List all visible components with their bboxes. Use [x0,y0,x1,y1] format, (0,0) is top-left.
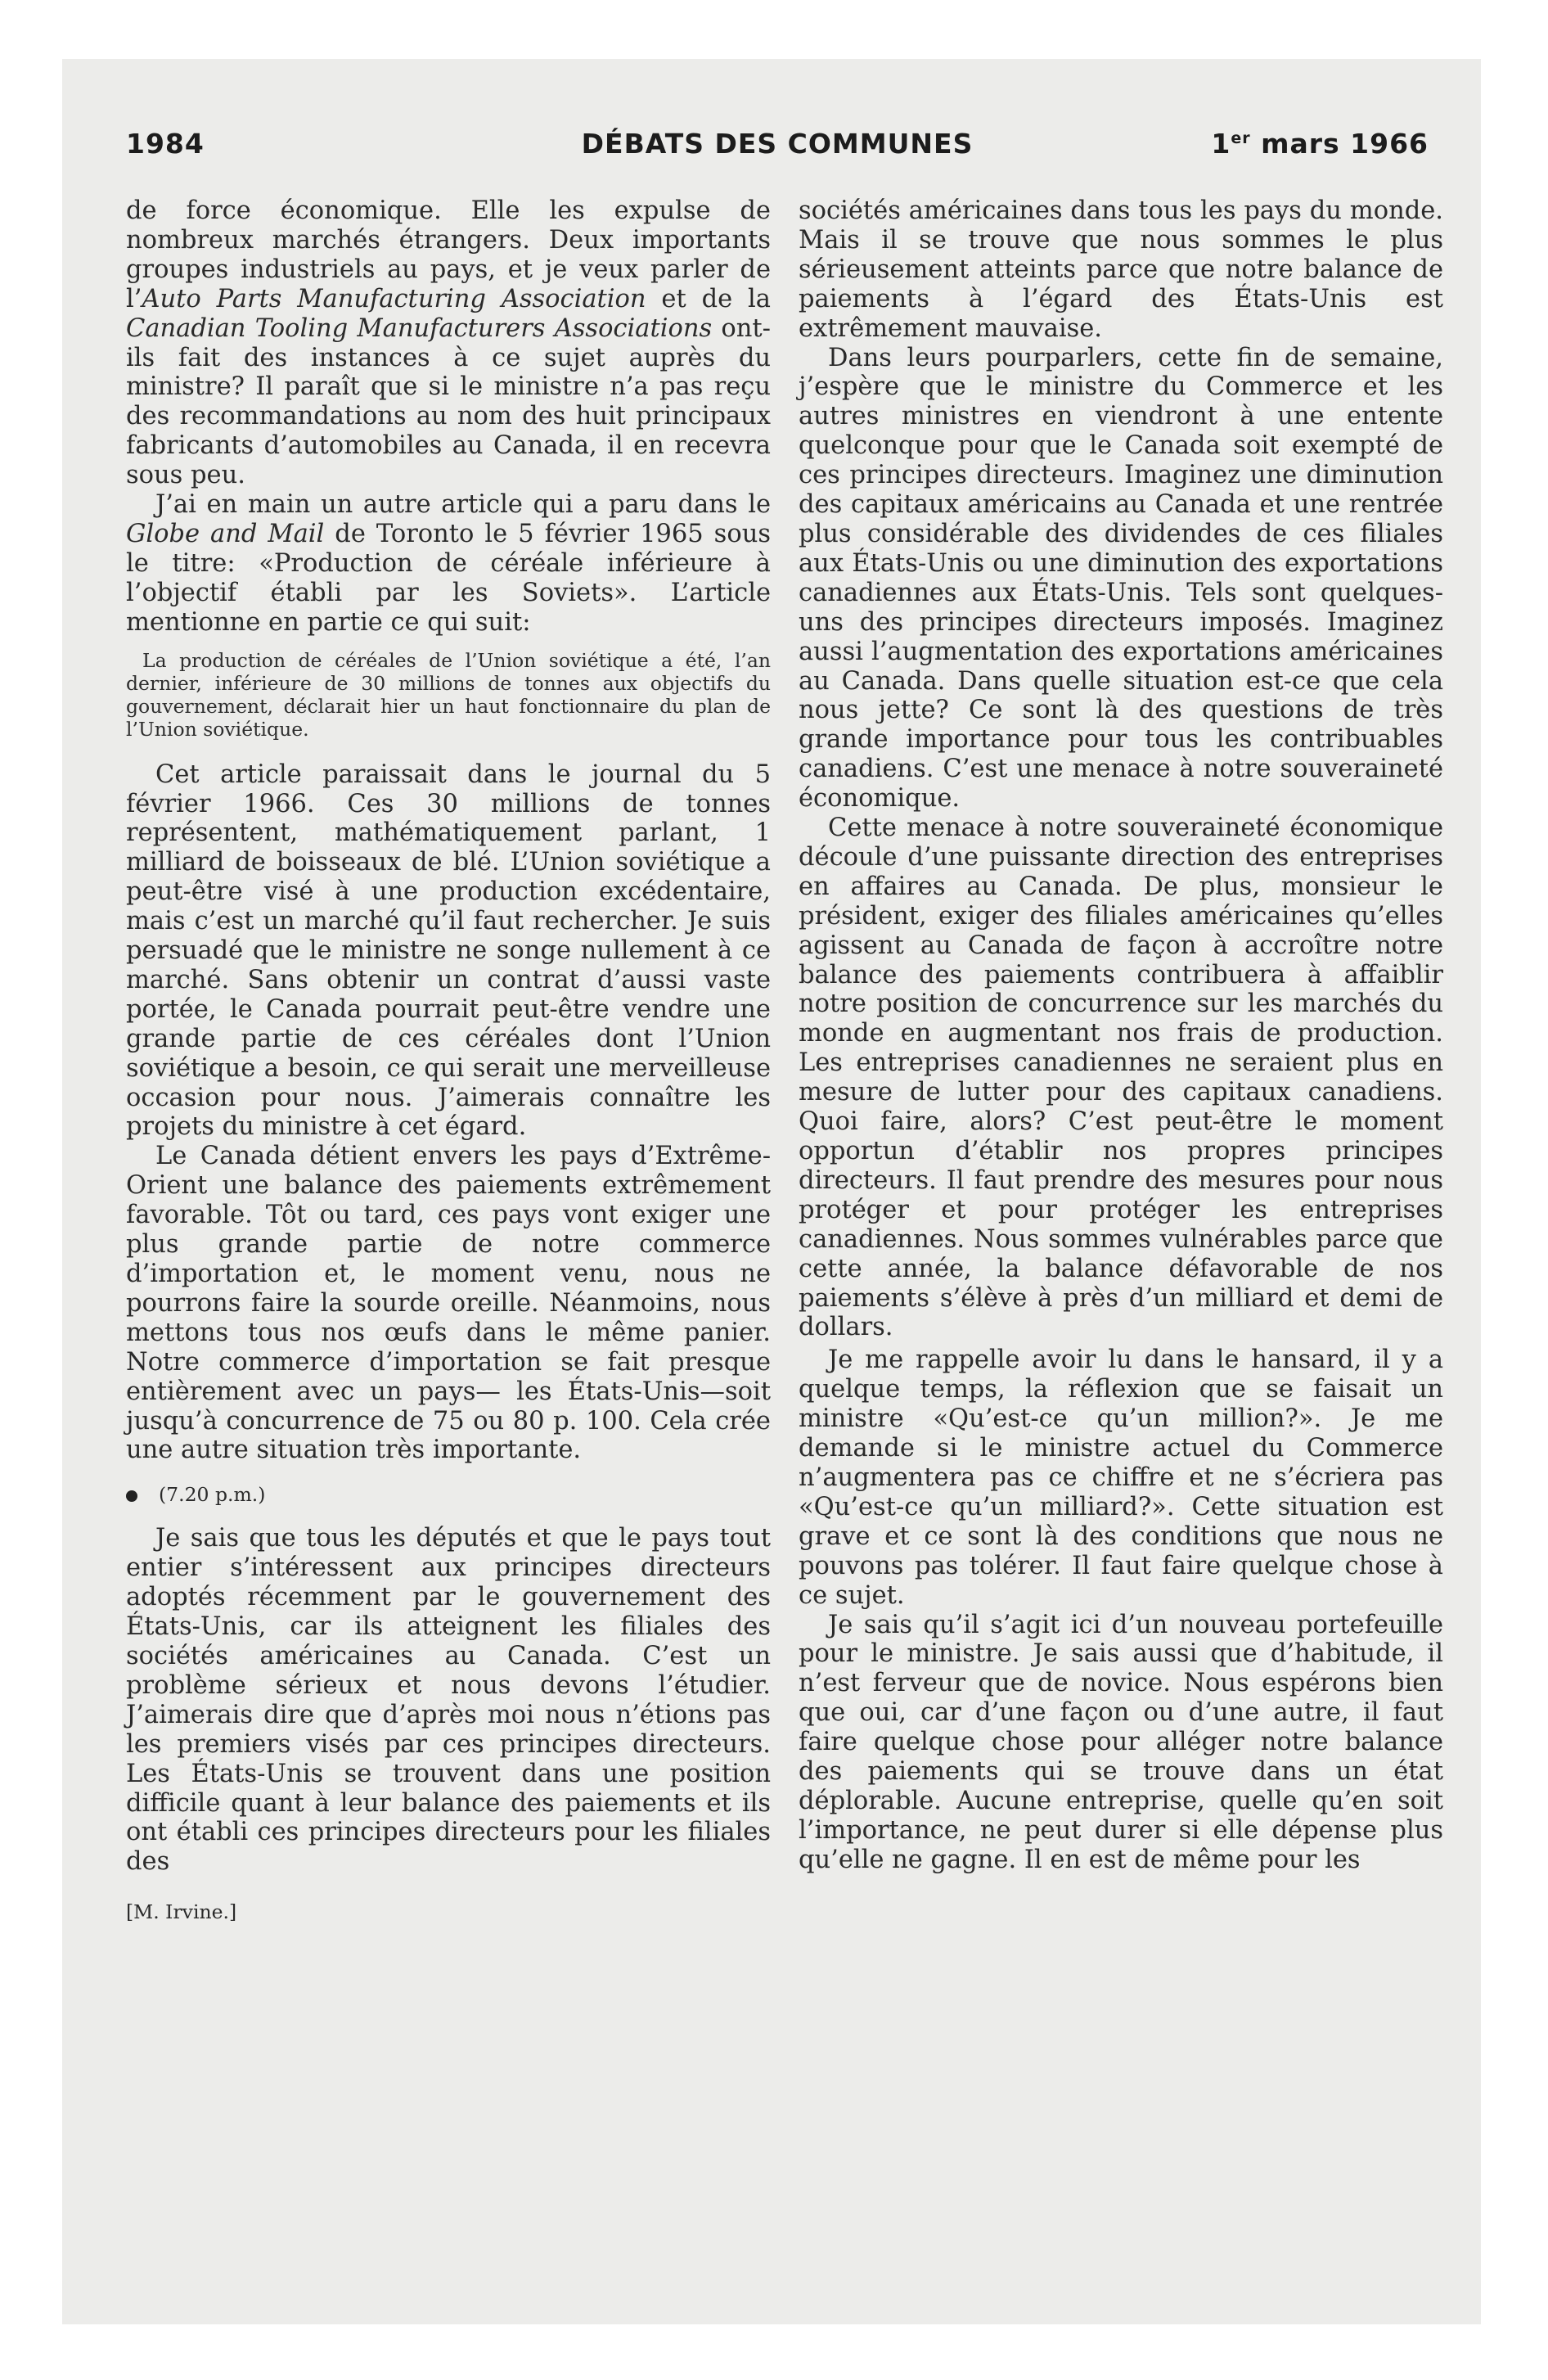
left-column [126,196,771,1927]
paragraph: sociétés américaines dans tous les pays du monde. Mais il se trouve que nous sommes le plus sérieusement atteints parce que notre balance de paiements à l’égard des États-Unis est extrêmement mauvaise. [799,196,1443,343]
paragraph: Cette menace à notre souveraineté économique découle d’une puissante direction des entreprises en affaires au Canada. De plus, monsieur le président, exiger des filiales américaines qu’elles agissent au Canada de façon à accroître notre balance des paiements contribuera à affaiblir notre position de concurrence sur les marchés du monde en augmentant nos frais de production. Les entreprises canadiennes ne seraient plus en mesure de lutter pour des capitaux canadiens. Quoi faire, alors? C’est peut-être le moment opportun d’établir nos propres principes directeurs. Il faut prendre des mesures pour nous protéger et pour protéger les entreprises canadiennes. Nous sommes vulnérables parce que cette année, la balance défavorable de nos paiements s’élève à près d’un milliard et demi de dollars. [799,814,1443,1342]
bullet-icon [126,1490,137,1502]
time-stamp: (7.20 p.m.) [126,1483,771,1506]
paragraph: de force économique. Elle les expulse de nombreux marchés étrangers. Deux importants groupes industriels au pays, et je veux parler de l’Auto Parts Manufacturing Association et de la Canadian Tooling Manufacturers Associations ont-ils fait des instances à ce sujet auprès du ministre? Il paraît que si le ministre n’a pas reçu des recommandations au nom des huit principaux fabricants d’automobiles au Canada, il en recevra sous peu. [126,196,771,490]
paragraph: J’ai en main un autre article qui a paru dans le Globe and Mail de Toronto le 5 février 1965 sous le titre: «Production de céréale inférieure à l’objectif établi par les Soviets». L’article mentionne en partie ce qui suit: [126,490,771,637]
paragraph: Dans leurs pourparlers, cette fin de semaine, j’espère que le ministre du Commerce et les autres ministres en viendront à une entente quelconque pour que le Canada soit exempté de ces principes directeurs. Imaginez une diminution des capitaux américains au Canada et une rentrée plus considérable des dividendes de ces filiales aux États-Unis ou une diminution des exportations canadiennes aux États-Unis. Tels sont quelques-uns des principes directeurs imposés. Imaginez aussi l’augmentation des exportations américaines au Canada. Dans quelle situation est-ce que cela nous jette? Ce sont là des questions de très grande importance pour tous les contribuables canadiens. C’est une menace à notre souveraineté économique. [799,343,1443,814]
page-number: 1984 [126,128,205,160]
publication-title: DÉBATS DES COMMUNES [581,128,974,160]
paragraph: Je me rappelle avoir lu dans le hansard, il y a quelque temps, la réflexion que se faisait un ministre «Qu’est-ce qu’un million?». Je me demande si le ministre actuel du Commerce n’augmentera pas ce chiffre et ne s’écriera pas «Qu’est-ce qu’un milliard?». Cette situation est grave et ce sont là des conditions que nous ne pouvons pas tolérer. Il faut faire quelque chose à ce sujet. [799,1346,1443,1610]
right-column [799,196,1443,1875]
page-date: 1er mars 1966 [1211,128,1429,160]
block-quote: La production de céréales de l’Union soviétique a été, l’an dernier, inférieure de 30 millions de tonnes aux objectifs du gouvernement, déclarait hier un haut fonctionnaire du plan de l’Union soviétique. [126,648,771,741]
paragraph: Je sais que tous les députés et que le pays tout entier s’intéressent aux principes directeurs adoptés récemment par le gouvernement des États-Unis, car ils atteignent les filiales des sociétés américaines au Canada. C’est un problème sérieux et nous devons l’étudier. J’aimerais dire que d’après moi nous n’étions pas les premiers visés par ces principes directeurs. Les États-Unis se trouvent dans une position difficile quant à leur balance des paiements et ils ont établi ces principes directeurs pour les filiales des [126,1524,771,1877]
paragraph: Je sais qu’il s’agit ici d’un nouveau portefeuille pour le ministre. Je sais aussi que d’habitude, il n’est ferveur que de novice. Nous espérons bien que oui, car d’une façon ou d’une autre, il faut faire quelque chose pour alléger notre balance des paiements qui se trouve dans un état déplorable. Aucune entreprise, quelle qu’en soit l’importance, ne peut durer si elle dépense plus qu’elle ne gagne. Il en est de même pour les [799,1610,1443,1874]
paragraph: Cet article paraissait dans le journal du 5 février 1966. Ces 30 millions de tonnes représentent, mathématiquement parlant, 1 milliard de boisseaux de blé. L’Union soviétique a peut-être visé à une production excédentaire, mais c’est un marché qu’il faut rechercher. Je suis persuadé que le ministre ne songe nullement à ce marché. Sans obtenir un contrat d’aussi vaste portée, le Canada pourrait peut-être vendre une grande partie de ces céréales dont l’Union soviétique a besoin, ce qui serait une merveilleuse occasion pour nous. J’aimerais connaître les projets du ministre à cet égard. [126,760,771,1142]
running-header [126,128,1429,169]
paragraph: Le Canada détient envers les pays d’Extrême-Orient une balance des paiements extrêmement favorable. Tôt ou tard, ces pays vont exiger une plus grande partie de notre commerce d’importation et, le moment venu, nous ne pourrons faire la sourde oreille. Néanmoins, nous mettons tous nos œufs dans le même panier. Notre commerce d’importation se fait presque entièrement avec un pays— les États-Unis—soit jusqu’à concurrence de 75 ou 80 p. 100. Cela crée une autre situation très importante. [126,1142,771,1465]
speaker-attribution: [M. Irvine.] [126,1900,237,1924]
